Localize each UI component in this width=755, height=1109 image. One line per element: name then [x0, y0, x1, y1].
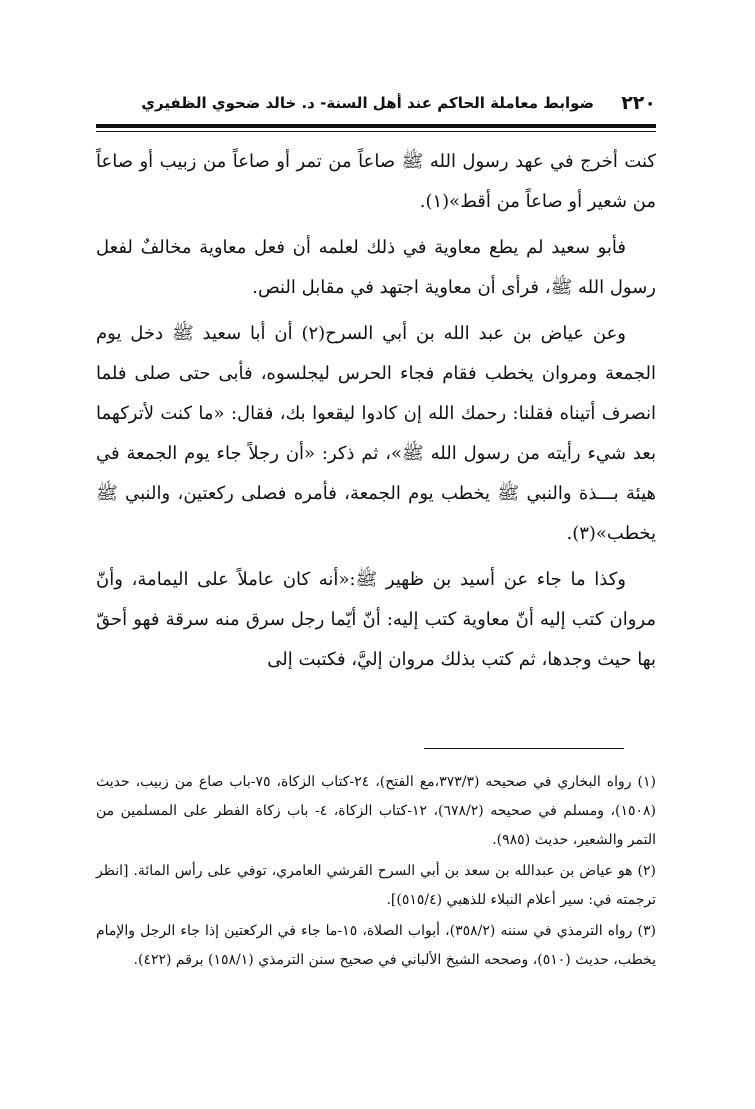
header-rule-thick — [96, 124, 656, 128]
footnote: (٢) هو عياض بن عبدالله بن سعد بن أبي السرح القرشي العامري، توفي على رأس المائة. [انظر ترجمته في: سير أعلام النبلاء للذهبي (٥١٥/٤)]. — [96, 863, 656, 908]
page-number: ٢٢٠ — [621, 92, 656, 114]
paragraph: فأبو سعيد لم يطع معاوية في ذلك لعلمه أن فعل معاوية مخالفٌ لفعل رسول الله ﷺ، فرأى أن معاوية اجتهد في مقابل النص. — [96, 237, 656, 298]
main-text — [96, 142, 656, 686]
paragraph: وكذا ما جاء عن أسيد بن ظهير ﷺ:«أنه كان عاملاً على اليمامة، وأنّ مروان كتب إليه أنّ معاوية كتب إليه: أنّ أيّما رجل سرق منه سرقة فهو أحقّ بها حيث وجدها، ثم كتب بذلك مروان إليَّ، فكتبت إلى — [96, 569, 656, 670]
footnotes — [96, 768, 656, 977]
paragraph: وعن عياض بن عبد الله بن أبي السرح(٢) أن أبا سعيد ﷺ دخل يوم الجمعة ومروان يخطب فقام فجاء الحرس ليجلسوه، فأبى حتى صلى فلما انصرف أتيناه فقلنا: رحمك الله إن كادوا ليقعوا بك، فقال: «ما كنت لأتركهما بعد شيء رأيته من رسول الله ﷺ»، ثم ذكر: «أن رجلاً جاء يوم الجمعة في هيئة بـــذة والنبي ﷺ يخطب يوم الجمعة، فأمره فصلى ركعتين، والنبي ﷺ يخطب»(٣). — [96, 323, 656, 544]
footnote-separator — [424, 748, 624, 749]
footnote: (٣) رواه الترمذي في سننه (٣٥٨/٢)، أبواب الصلاة، ١٥-ما جاء في الركعتين إذا جاء الرجل والإمام يخطب، حديث (٥١٠)، وصححه الشيخ الألباني في صحيح سنن الترمذي (١٥٨/١) برقم (٤٢٢). — [96, 923, 657, 968]
running-title: ضوابط معاملة الحاكم عند أهل السنة- د. خالد ضحوي الظفيري — [141, 94, 594, 112]
header-rule-thin — [96, 131, 656, 132]
page-header — [96, 88, 656, 122]
footnote: (١) رواه البخاري في صحيحه (٣٧٣/٣،مع الفتح)، ٢٤-كتاب الزكاة، ٧٥-باب صاع من زبيب، حديث (١٥٠٨)، ومسلم في صحيحه (٦٧٨/٢)، ١٢-كتاب الزكاة، ٤- باب زكاة الفطر على المسلمين من التمر والشعير، حديث (٩٨٥). — [96, 774, 657, 848]
paragraph: كنت أخرج في عهد رسول الله ﷺ صاعاً من تمر أو صاعاً من زبيب أو صاعاً من شعير أو صاعاً من أقط»(١). — [96, 151, 656, 212]
